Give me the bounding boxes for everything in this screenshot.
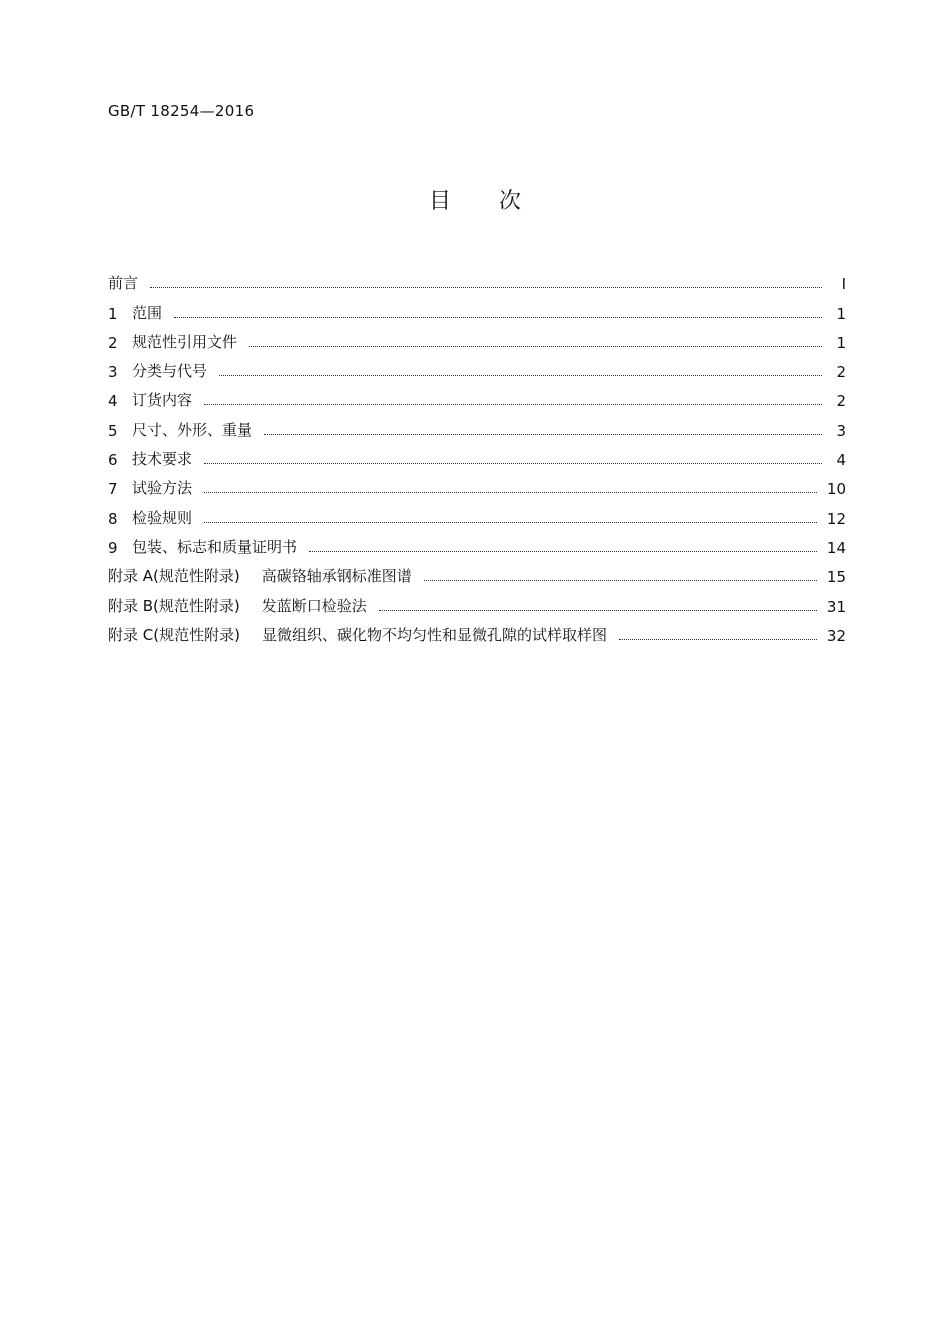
toc-entry-label: 分类与代号 — [132, 362, 208, 381]
toc-entry-5[interactable] — [108, 410, 846, 439]
toc-annex-label: 附录 B(规范性附录) — [108, 596, 240, 615]
toc-entry-4[interactable] — [108, 381, 846, 410]
toc-title-right: 次 — [499, 189, 522, 214]
toc-entry-label: 规范性引用文件 — [132, 332, 238, 351]
toc-title-left: 目 — [428, 189, 451, 214]
toc-entry-page: 32 — [826, 626, 846, 645]
toc-leader — [264, 434, 822, 435]
toc-leader — [204, 463, 822, 464]
toc-entry-number: 2 — [108, 333, 118, 352]
toc-annex-a[interactable] — [108, 557, 846, 586]
toc-entry-page: 2 — [836, 392, 846, 411]
toc-leader — [424, 580, 817, 581]
toc-entry-page: 1 — [836, 333, 846, 352]
toc-entry-number: 8 — [108, 509, 118, 528]
toc-entry-number: 4 — [108, 392, 118, 411]
toc-annex-label: 附录 C(规范性附录) — [108, 625, 240, 644]
toc-entry-page: 1 — [836, 304, 846, 323]
toc-entry-page: 31 — [826, 597, 846, 616]
toc-leader — [204, 404, 822, 405]
toc-entry-foreword[interactable] — [108, 264, 846, 293]
toc-leader — [219, 375, 822, 376]
toc-leader — [204, 522, 817, 523]
toc-entry-label: 检验规则 — [132, 508, 193, 527]
toc-leader — [150, 287, 822, 288]
toc-leader — [249, 346, 822, 347]
standard-code: GB/T 18254—2016 — [108, 102, 255, 120]
toc-entry-label: 范围 — [132, 303, 163, 322]
toc-entry-page: 14 — [826, 538, 846, 557]
toc-entry-page: 4 — [836, 451, 846, 470]
toc-leader — [309, 551, 817, 552]
toc-entry-number: 1 — [108, 304, 118, 323]
toc-entry-7[interactable] — [108, 469, 846, 498]
toc-entry-label: 技术要求 — [132, 450, 193, 469]
toc-leader — [619, 639, 817, 640]
toc-entry-page: 10 — [826, 480, 846, 499]
toc-entry-6[interactable] — [108, 440, 846, 469]
toc-annex-title: 发蓝断口检验法 — [261, 596, 367, 615]
toc-entry-label: 前言 — [108, 274, 139, 293]
toc-leader — [379, 610, 817, 611]
toc-entry-page: 2 — [836, 363, 846, 382]
toc-entry-number: 3 — [108, 363, 118, 382]
toc-annex-title: 显微组织、碳化物不均匀性和显微孔隙的试样取样图 — [261, 625, 607, 644]
toc-title — [0, 184, 950, 215]
toc-entry-9[interactable] — [108, 528, 846, 557]
toc-entry-label: 尺寸、外形、重量 — [132, 420, 253, 439]
toc-entry-page: 3 — [836, 421, 846, 440]
toc-annex-b[interactable] — [108, 586, 846, 615]
toc-leader — [204, 492, 817, 493]
toc-entry-number: 7 — [108, 480, 118, 499]
toc-entry-number: 9 — [108, 538, 118, 557]
toc-entry-label: 订货内容 — [132, 391, 193, 410]
toc-entry-number: 5 — [108, 421, 118, 440]
toc-entry-page: 12 — [826, 509, 846, 528]
toc-entry-page: 15 — [826, 568, 846, 587]
toc-entry-2[interactable] — [108, 323, 846, 352]
toc-entry-8[interactable] — [108, 498, 846, 527]
toc-annex-c[interactable] — [108, 616, 846, 645]
toc-entry-label: 试验方法 — [132, 479, 193, 498]
toc-list — [108, 264, 846, 645]
toc-annex-title: 高碳铬轴承钢标准图谱 — [261, 567, 412, 586]
toc-entry-3[interactable] — [108, 352, 846, 381]
toc-entry-page: I — [841, 275, 846, 294]
toc-entry-1[interactable] — [108, 293, 846, 322]
toc-entry-number: 6 — [108, 451, 118, 470]
toc-leader — [174, 317, 822, 318]
toc-annex-label: 附录 A(规范性附录) — [108, 567, 240, 586]
toc-entry-label: 包装、标志和质量证明书 — [132, 537, 298, 556]
